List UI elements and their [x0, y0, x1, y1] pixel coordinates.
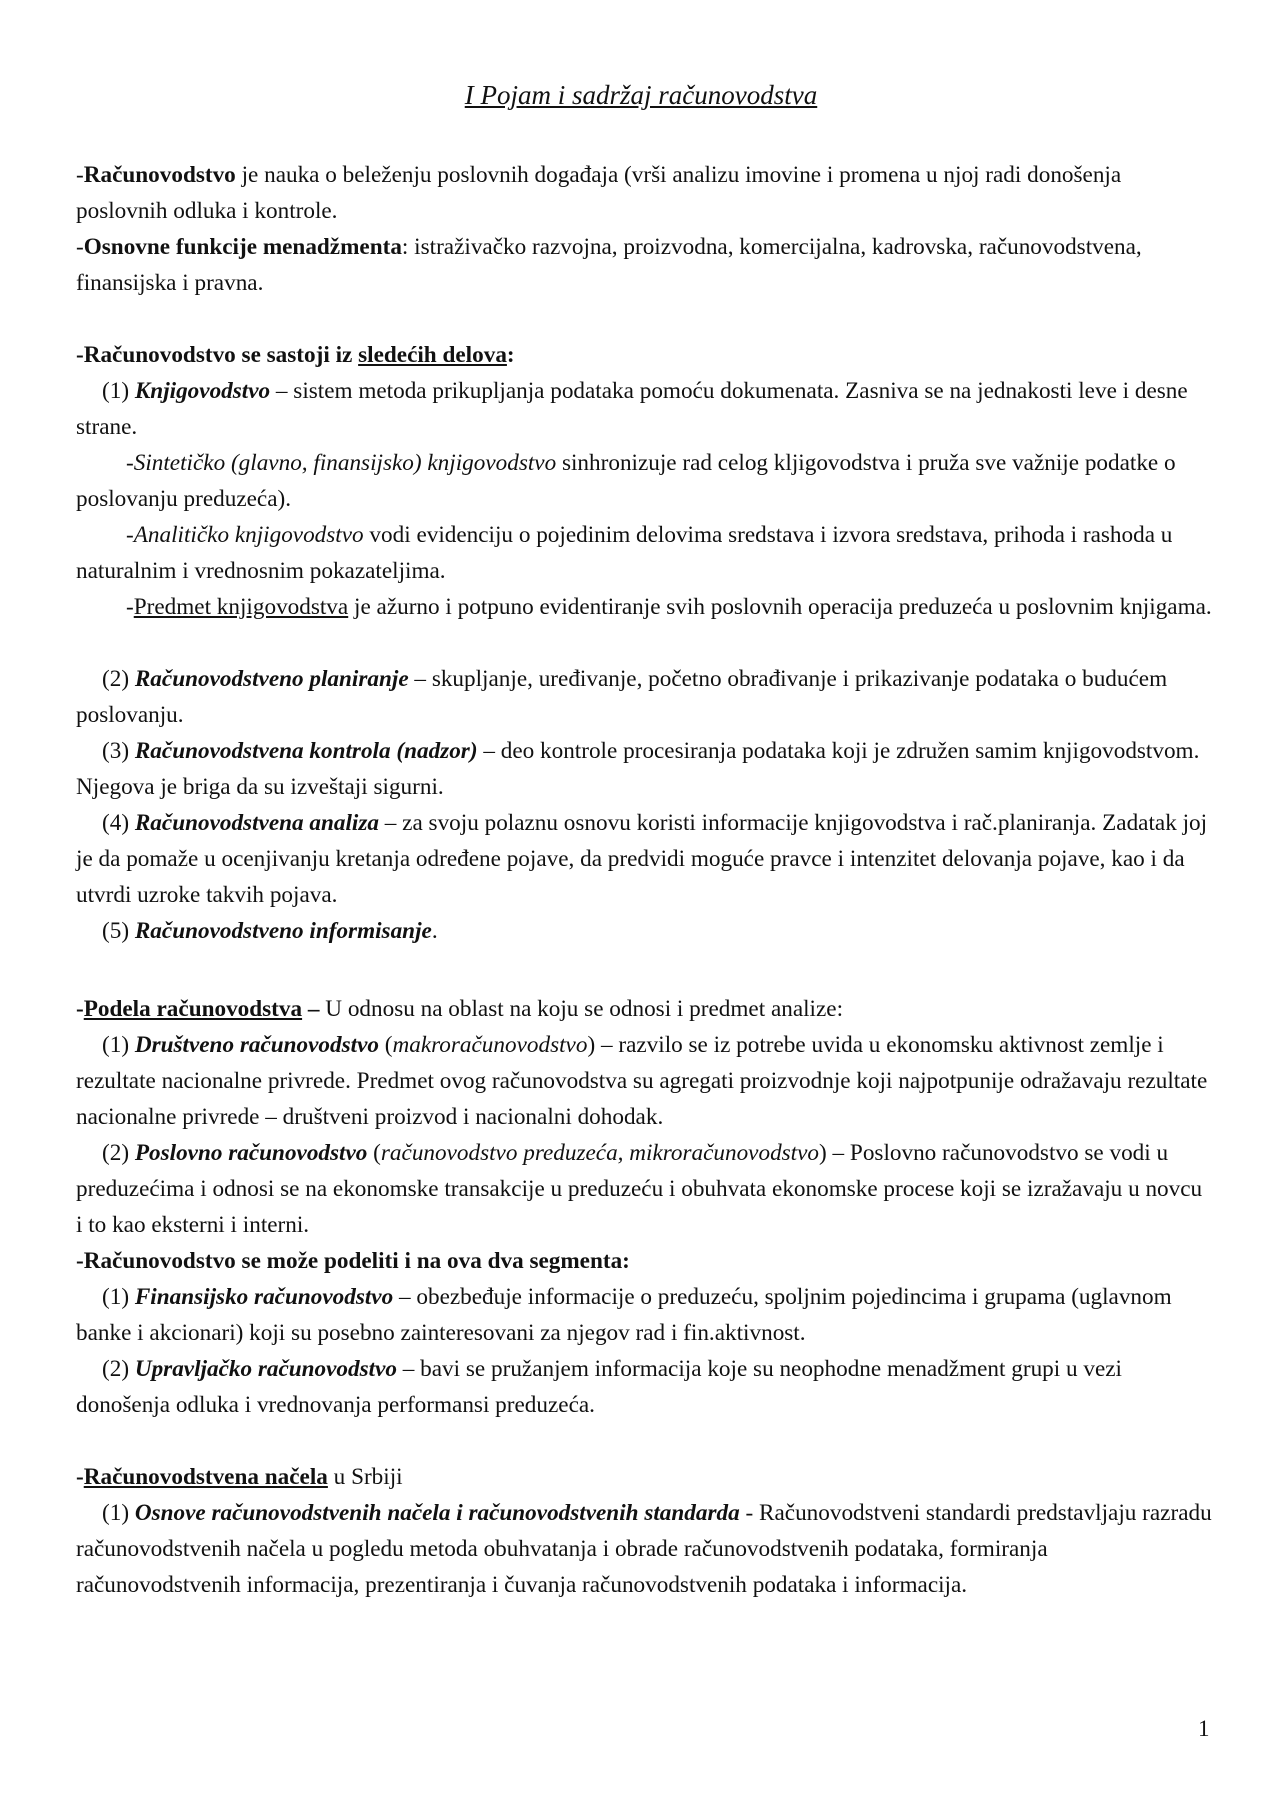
list-item: (2) Poslovno računovodstvo (računovodstvo preduzeća, mikroračunovodstvo) – Poslovno računovodstvo se vodi u preduzećima i odnosi se na ekonomske transakcije u preduzeću i obuhvata ekonomske procese koji se izražavaju u novcu i to kao eksterni i interni. — [76, 1140, 1203, 1238]
list-item: (1) Finansijsko računovodstvo – obezbeđuje informacije o preduzeću, spoljnim pojedincima i grupama (uglavnom banke i akcionari) koji su posebno zainteresovani za njegov rad i fin.aktivnost. — [76, 1284, 1172, 1346]
term: Osnovne funkcije menadžmenta — [83, 234, 402, 260]
list-item: (4) Računovodstvena analiza – za svoju polaznu osnovu koristi informacije knjigovodstva i rač.planiranja. Zadatak joj je da pomaže u ocenjivanju kretanja određene pojave, da predvidi moguće pravce i intenzitet delovanja pojave, kao i da utvrdi uzroke takvih pojava. — [76, 810, 1208, 908]
list-item: (5) Računovodstveno informisanje. — [102, 918, 438, 944]
list-item: -Sintetičko (glavno, finansijsko) knjigovodstvo sinhronizuje rad celog kljigovodstva i pruža sve važnije podatke o poslovanju preduzeća). — [76, 450, 1176, 512]
paragraph-definition: -Računovodstvo je nauka o beleženju poslovnih događaja (vrši analizu imovine i promena u njoj radi donošenja poslovnih odluka i kontrole. — [76, 162, 1122, 224]
list-item: (1) Društveno računovodstvo (makroračunovodstvo) – razvilo se iz potrebe uvida u ekonomsku aktivnost zemlje i rezultate nacionalne privrede. Predmet ovog računovodstva su agregati proizvodnje koji najpotpunije odražavaju rezultate nacionalne privrede – društveni proizvod i nacionalni dohodak. — [76, 1032, 1208, 1130]
section-heading-division: -Podela računovodstva – U odnosu na oblast na koju se odnosi i predmet analize: — [76, 996, 844, 1022]
page-number: 1 — [1198, 1716, 1210, 1741]
list-item: (1) Knjigovodstvo – sistem metoda prikupljanja podataka pomoću dokumenata. Zasniva se na jednakosti leve i desne strane. — [76, 378, 1188, 440]
list-item: (2) Računovodstveno planiranje – skupljanje, uređivanje, početno obrađivanje i prikazivanje podataka o budućem poslovanju. — [76, 666, 1168, 728]
section-heading-principles: -Računovodstvena načela u Srbiji — [76, 1464, 403, 1490]
list-item: (1) Osnove računovodstvenih načela i računovodstvenih standarda - Računovodstveni standardi predstavljaju razradu računovodstvenih načela u pogledu metoda obuhvatanja i obrade računovodstvenih podataka, formiranja računovodstvenih informacija, prezentiranja i čuvanja računovodstvenih podataka i informacija. — [76, 1500, 1212, 1598]
page-title: I Pojam i sadržaj računovodstva — [464, 80, 818, 110]
term: Računovodstvo — [83, 162, 236, 188]
section-subheading: -Računovodstvo se može podeliti i na ova dva segmenta: — [76, 1248, 630, 1274]
list-item: (3) Računovodstvena kontrola (nadzor) – deo kontrole procesiranja podataka koji je združen samim knjigovodstvom. Njegova je briga da su izveštaji sigurni. — [76, 738, 1200, 800]
list-item: -Analitičko knjigovodstvo vodi evidenciju o pojedinim delovima sredstava i izvora sredstava, prihoda i rashoda u naturalnim i vrednosnim pokazateljima. — [76, 522, 1173, 584]
section-heading-parts: -Računovodstvo se sastoji iz sledećih delova: — [76, 342, 515, 368]
paragraph-management-functions: -Osnovne funkcije menadžmenta: istraživačko razvojna, proizvodna, komercijalna, kadrovska, računovodstvena, finansijska i pravna. — [76, 234, 1142, 296]
list-item: (2) Upravljačko računovodstvo – bavi se pružanjem informacija koje su neophodne menadžment grupi u vezi donošenja odluka i vrednovanja performansi preduzeća. — [76, 1356, 1123, 1418]
list-item: -Predmet knjigovodstva je ažurno i potpuno evidentiranje svih poslovnih operacija preduzeća u poslovnim knjigama. — [126, 594, 1212, 620]
